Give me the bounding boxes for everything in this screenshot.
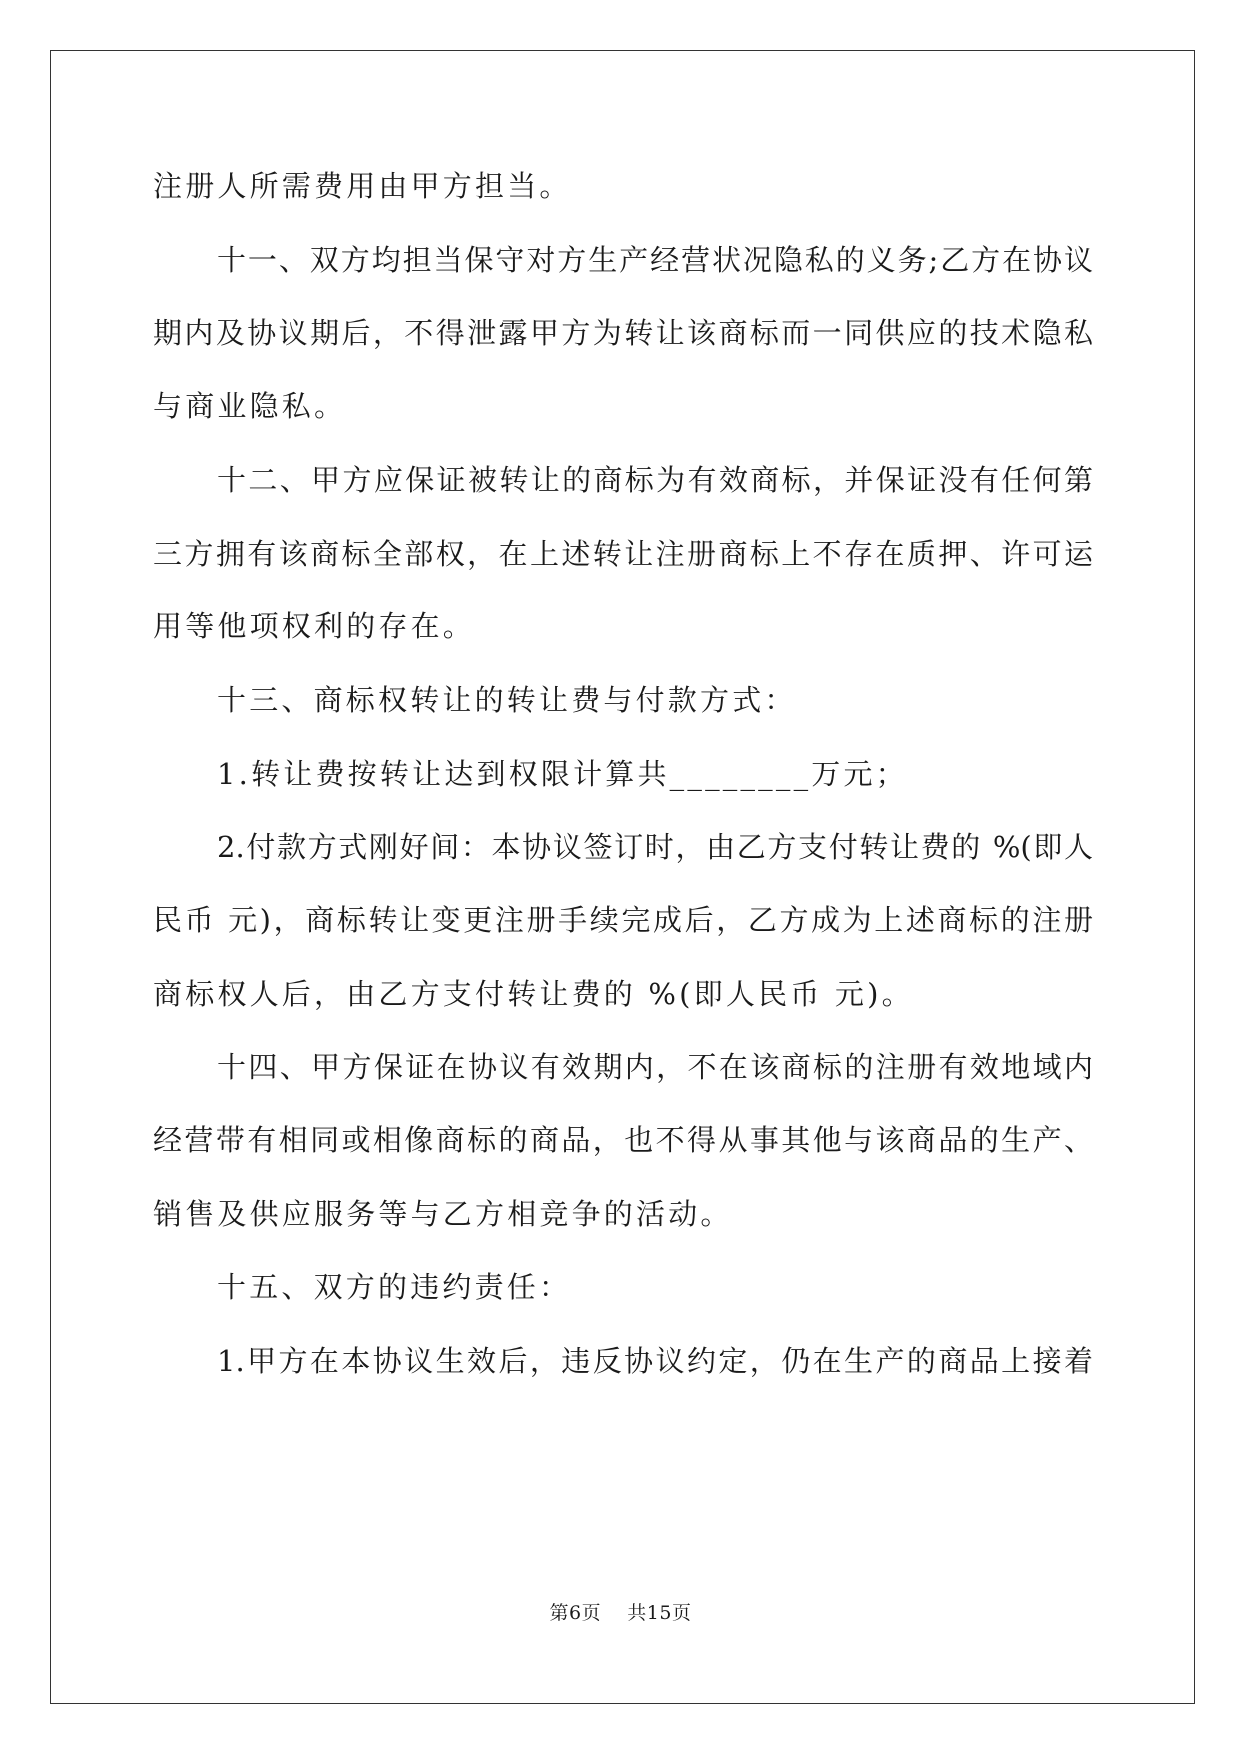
paragraph-12-line-3: 用等他项权利的存在。 bbox=[153, 609, 476, 643]
paragraph-15-heading: 十五、双方的违约责任： bbox=[217, 1270, 572, 1304]
paragraph-15-item-1: 1.甲方在本协议生效后，违反协议约定，仍在生产的商品上接着 bbox=[217, 1344, 1093, 1378]
paragraph-13-heading: 十三、商标权转让的转让费与付款方式： bbox=[217, 683, 797, 717]
page-number: 第6页 bbox=[549, 1602, 602, 1624]
page-border bbox=[50, 50, 1195, 1704]
paragraph-13-item-2-line-1: 2.付款方式刚好间：本协议签订时，由乙方支付转让费的 %(即人 bbox=[217, 830, 1093, 864]
total-pages: 共15页 bbox=[627, 1602, 692, 1624]
paragraph-14-line-1: 十四、甲方保证在协议有效期内，不在该商标的注册有效地域内 bbox=[217, 1050, 1093, 1084]
paragraph-14-line-3: 销售及供应服务等与乙方相竞争的活动。 bbox=[153, 1197, 733, 1231]
paragraph-12-line-2: 三方拥有该商标全部权，在上述转让注册商标上不存在质押、许可运 bbox=[153, 537, 1093, 571]
page-footer bbox=[0, 1598, 1241, 1625]
paragraph-14-line-2: 经营带有相同或相像商标的商品，也不得从事其他与该商品的生产、 bbox=[153, 1123, 1093, 1157]
paragraph-13-item-2-line-2: 民币 元)，商标转让变更注册手续完成后，乙方成为上述商标的注册 bbox=[153, 903, 1093, 937]
paragraph-12-line-1: 十二、甲方应保证被转让的商标为有效商标，并保证没有任何第 bbox=[217, 463, 1093, 497]
paragraph-11-line-3: 与商业隐私。 bbox=[153, 389, 347, 423]
paragraph-11-line-1: 十一、双方均担当保守对方生产经营状况隐私的义务;乙方在协议 bbox=[217, 243, 1093, 277]
paragraph-11-line-2: 期内及协议期后，不得泄露甲方为转让该商标而一同供应的技术隐私 bbox=[153, 316, 1093, 350]
text-line: 注册人所需费用由甲方担当。 bbox=[153, 169, 572, 203]
paragraph-13-item-2-line-3: 商标权人后，由乙方支付转让费的 %(即人民币 元)。 bbox=[153, 977, 914, 1011]
paragraph-13-item-1: 1.转让费按转让达到权限计算共________万元； bbox=[217, 757, 908, 791]
